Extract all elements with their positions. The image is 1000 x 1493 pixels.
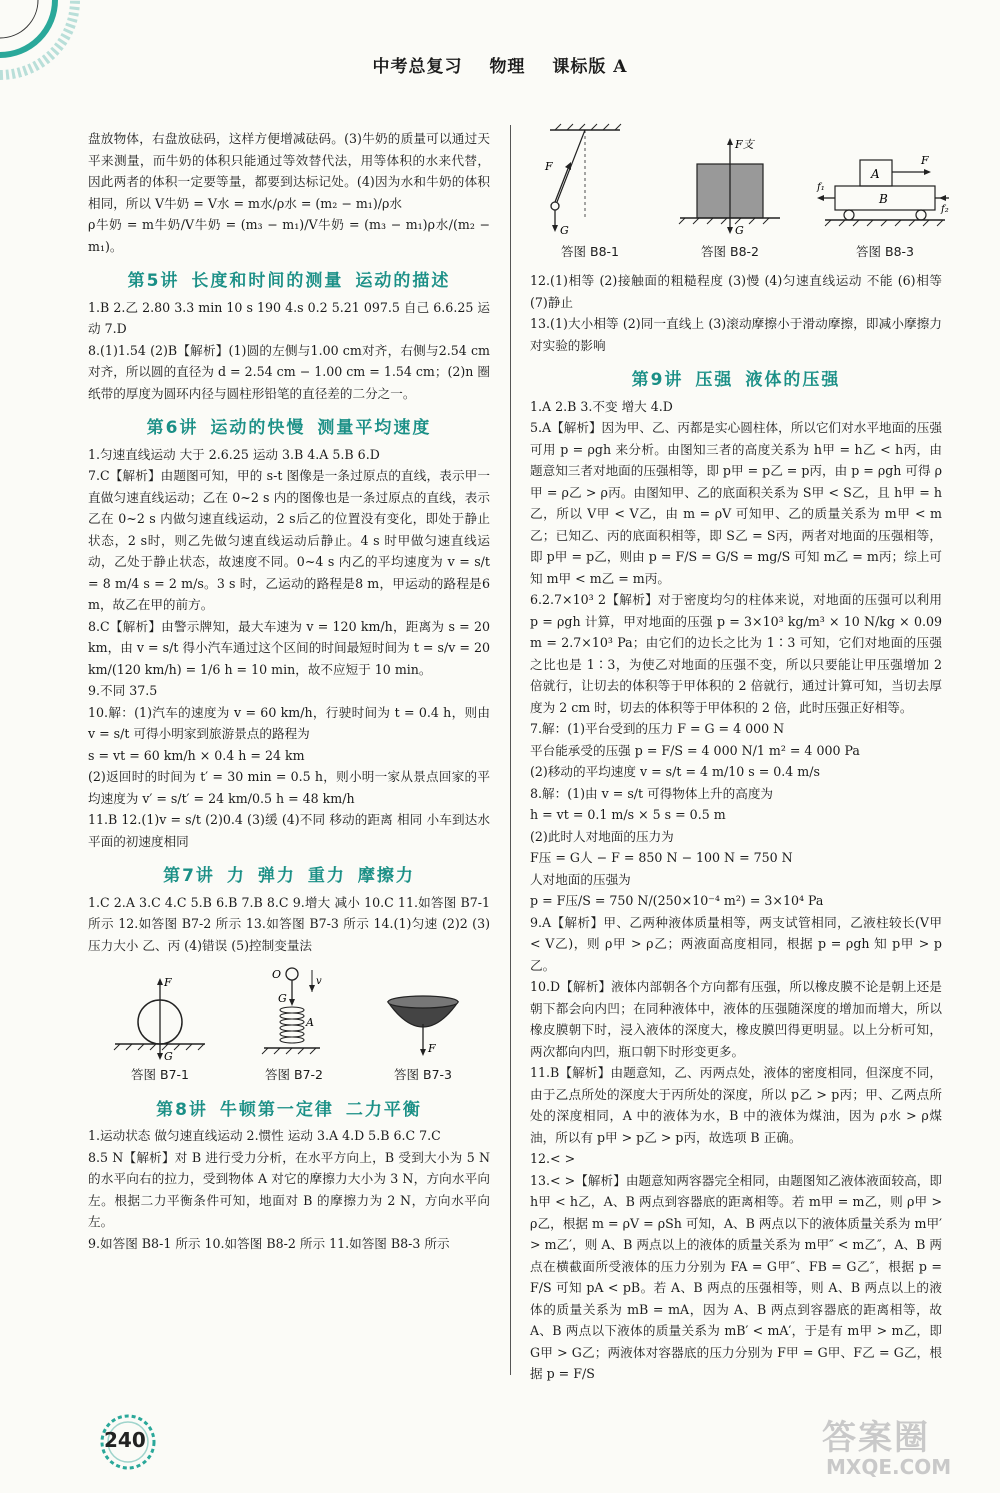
lesson8-answer: 1.运动状态 做匀速直线运动 2.惯性 运动 3.A 4.D 5.B 6.C 7.C bbox=[88, 1128, 441, 1143]
header-series: 中考总复习 bbox=[372, 57, 463, 77]
lesson6-answer: 8.C【解析】由警示牌知，最大车速为 v = 120 km/h，距离为 s = 20 km，由 v = s/t 得小汽车通过这个区间的时间最短时间为 t = s/v = 20 km/(120 km/h) = 1/6 h = 10 min，故不应短于 10 min。 bbox=[88, 618, 490, 677]
page-header bbox=[0, 52, 1000, 77]
svg-text:G: G bbox=[278, 992, 287, 1005]
lesson9-title: 第9讲 压强 液体的压强 bbox=[631, 370, 841, 390]
lesson9-answer: 11.B【解析】由题意知，乙、丙两点处，液体的密度相同，但深度不同，由于乙点所处的深度大于丙所处的深度，所以 p乙 > p丙；甲、乙两点所处的深度相同，A 中的液体为水，B 中的液体为煤油，因为 ρ水 > ρ煤油，所以有 p甲 > p乙 > p丙，故选项 B 正确。 bbox=[530, 1065, 942, 1145]
corner-ornament bbox=[0, 0, 110, 100]
svg-text:A: A bbox=[871, 167, 880, 181]
lesson9-answer: p = F压/S = 750 N/(250×10⁻⁴ m²) = 3×10⁴ Pa bbox=[530, 893, 824, 908]
figure-caption: 答图 B8-3 bbox=[856, 244, 914, 259]
lesson7-title: 第7讲 力 弹力 重力 摩擦力 bbox=[163, 866, 415, 886]
lesson8-answer: 9.如答图 B8-1 所示 10.如答图 B8-2 所示 11.如答图 B8-3 所示 bbox=[88, 1235, 450, 1251]
lesson7-answer: 1.C 2.A 3.C 4.C 5.B 6.B 7.B 8.C 9.增大 减小 10.C 11.如答图 B7-1 所示 12.如答图 B7-2 所示 13.如答图 B7-3 所示 14.(1)匀速 (2)2 (3)压力大小 乙、丙 (4)错误 (5)控制变量法 bbox=[88, 894, 490, 953]
lesson7-figures bbox=[88, 962, 490, 1086]
lesson9-answer: 13.< >【解析】由题意知两容器完全相同，由题图知乙液体液面较高，即 h甲 < h乙，A、B 两点到容器底的距离相等。若 m甲 = m乙，则 ρ甲 > ρ乙，根据 m = ρV = ρSh 可知，A、B 两点以下的液体质量关系为 m甲′ > m乙′，则 A、B 两点以上的液体的质量关系为 m甲″ < m乙″，A、B 两点在横截面所受液体的压力分别为 FA = G甲″、FB = G乙″，根据 p = F/S 可知 pA < pB。若 A、B 两点的压强相等，则 A、B 两点以上的液体的质量关系为 mB = mA，因为 A、B 两点到容器底的距离相等，故 A、B 两点以下液体的质量关系为 mB′ < mA′，于是有 m甲 > m乙，即 G甲 > G乙；两液体对容器底的压力分别为 F甲 = G甲、F乙 = G乙，根据 p = F/S bbox=[530, 1172, 942, 1381]
lesson9-answer: (2)移动的平均速度 v = s/t = 4 m/10 s = 0.4 m/s bbox=[530, 764, 820, 779]
figure-caption: 答图 B8-1 bbox=[561, 244, 619, 259]
ball-on-ground-diagram bbox=[110, 972, 210, 1062]
svg-text:f₁: f₁ bbox=[817, 182, 825, 193]
lesson9-answer: 人对地面的压强为 bbox=[530, 871, 631, 887]
lesson9-answer: 8.解：(1)由 v = s/t 可得物体上升的高度为 bbox=[530, 785, 774, 801]
lesson5-title: 第5讲 长度和时间的测量 运动的描述 bbox=[127, 271, 451, 291]
lesson6-answer: 7.C【解析】由题图可知，甲的 s-t 图像是一条过原点的直线，表示甲一直做匀速直线运动；乙在 0~2 s 内的图像也是一条过原点的直线，表示乙在 0~2 s 内做匀速直线运动，2 s后乙的位置没有变化，即处于静止状态，2 s时，则乙先做匀速直线运动后静止。4 s 时甲做匀速直线运动，乙处于静止状态，故速度不同。0~4 s 内乙的平均速度为 v = s/t = 8 m/4 s = 2 m/s。3 s 时，乙运动的路程是8 m，甲运动的路程是6 m，故乙在甲的前方。 bbox=[88, 468, 490, 612]
lesson9-answer: 5.A【解析】因为甲、乙、丙都是实心圆柱体，所以它们对水平地面的压强可用 p = ρgh 来分析。由图知三者的高度关系为 h甲 = h乙 < h丙，由题意知三者对地面的压强相等，即 p甲 = p乙 = p丙，由 p = ρgh 可得 ρ甲 = ρ乙 > ρ丙。由图知甲、乙的底面积关系为 S甲 < S乙，且 h甲 = h乙，所以 V甲 < V乙，由 m = ρV 可知甲、乙的质量关系为 m甲 < m乙；已知乙、丙的底面积相等，即 S乙 = S丙，两者对地面的压强相等，即 p甲 = p乙，则由 p = F/S = G/S = mg/S 可知 m乙 = m丙；综上可知 m甲 < m乙 = m丙。 bbox=[530, 420, 942, 586]
lesson6-answer: 10.解：(1)汽车的速度为 v = 60 km/h，行驶时间为 t = 0.4 h，则由 v = s/t 可得小明家到旅游景点的路程为 bbox=[88, 704, 490, 741]
figure-b8-3 bbox=[815, 120, 955, 260]
lesson8-answer: 13.(1)大小相等 (2)同一直线上 (3)滚动摩擦小于滑动摩擦，即减小摩擦力对实验的影响 bbox=[530, 316, 942, 353]
svg-text:G: G bbox=[735, 224, 744, 237]
svg-text:v: v bbox=[316, 976, 322, 987]
intro-formula: ρ牛奶 = m牛奶/V牛奶 = (m₃ − m₁)/V牛奶 = (m₃ − m₁)ρ水/(m₂ − m₁)。 bbox=[88, 217, 490, 254]
lesson9-answer: 7.解：(1)平台受到的压力 F = G = 4 000 N bbox=[530, 721, 785, 736]
figure-caption: 答图 B7-1 bbox=[131, 1067, 189, 1082]
svg-text:f₂: f₂ bbox=[941, 204, 949, 215]
watermark-url: MXQE.COM bbox=[826, 1455, 952, 1479]
figure-caption: 答图 B7-2 bbox=[265, 1067, 323, 1082]
lesson6-answer: 11.B 12.(1)v = s/t (2)0.4 (3)缓 (4)不同 移动的距离 相同 小车到达水平面的初速度相同 bbox=[88, 812, 490, 849]
svg-text:F: F bbox=[545, 160, 553, 173]
lesson9-answer: (2)此时人对地面的压力为 bbox=[530, 828, 674, 844]
intro-paragraph: 盘放物体，右盘放砝码，这样方便增减砝码。(3)牛奶的质量可以通过天平来测量，而牛奶的体积只能通过等效替代法，用等体积的水来代替，因此两者的体积一定要等量，都要到达标记处。(4)因为水和牛奶的体积相同，所以 V牛奶 = V水 = m水/ρ水 = (m₂ − m₁)/ρ水 bbox=[88, 131, 490, 211]
lesson8-answer: 8.5 N【解析】对 B 进行受力分析，在水平方向上，B 受到大小为 5 N 的水平向右的拉力，受到物体 A 对它的摩擦力大小为 3 N，方向水平向左。根据二力平衡条件可知，地面对 B 的摩擦力为 2 N，方向水平向左。 bbox=[88, 1149, 490, 1229]
lesson6-title: 第6讲 运动的快慢 测量平均速度 bbox=[146, 418, 432, 438]
svg-text:F: F bbox=[921, 154, 929, 167]
figure-b8-2 bbox=[675, 120, 785, 260]
left-column bbox=[88, 128, 490, 1254]
figure-b8-1 bbox=[535, 120, 645, 260]
spring-ball-diagram bbox=[254, 962, 334, 1062]
lesson6-answer: (2)返回时的时间为 t′ = 30 min = 0.5 h，则小明一家从景点回家的平均速度为 v′ = s/t′ = 24 km/0.5 h = 48 km/h bbox=[88, 769, 490, 806]
right-column bbox=[530, 270, 942, 1385]
svg-text:O: O bbox=[272, 968, 282, 981]
watermark-logo: 答案圈 bbox=[822, 1418, 930, 1458]
figure-b7-2 bbox=[254, 962, 334, 1086]
column-divider bbox=[510, 125, 511, 1375]
lesson9-answer: 平台能承受的压强 p = F/S = 4 000 N/1 m² = 4 000 Pa bbox=[530, 742, 860, 758]
lesson6-answer: 9.不同 37.5 bbox=[88, 683, 158, 698]
block-on-ground-diagram bbox=[675, 120, 785, 240]
lesson5-answer: 1.B 2.乙 2.80 3.3 min 10 s 190 4.s 0.2 5.21 097.5 自己 6.6.25 运动 7.D bbox=[88, 299, 490, 336]
cart-diagram bbox=[815, 120, 955, 240]
figure-caption: 答图 B8-2 bbox=[701, 244, 759, 259]
page-number: 240 bbox=[104, 1428, 146, 1452]
svg-text:G: G bbox=[164, 1050, 173, 1062]
lesson9-answer: h = vt = 0.1 m/s × 5 s = 0.5 m bbox=[530, 807, 726, 822]
figure-b7-1 bbox=[110, 972, 210, 1086]
lesson9-answer: 9.A【解析】甲、乙两种液体质量相等，两支试管相同，乙液柱较长(V甲 < V乙)，则 ρ甲 > ρ乙；两液面高度相同，根据 p = ρgh 知 p甲 > p乙。 bbox=[530, 914, 942, 973]
svg-text:F: F bbox=[164, 976, 172, 989]
pendulum-diagram bbox=[535, 120, 645, 240]
figure-caption: 答图 B7-3 bbox=[394, 1067, 452, 1082]
svg-text:F: F bbox=[428, 1042, 436, 1055]
lesson6-answer: s = vt = 60 km/h × 0.4 h = 24 km bbox=[88, 747, 305, 763]
lesson6-answer: 1.匀速直线运动 大于 2.6.25 运动 3.B 4.A 5.B 6.D bbox=[88, 446, 380, 462]
bowl-diagram bbox=[378, 982, 468, 1062]
svg-text:B: B bbox=[879, 192, 888, 206]
lesson8-title: 第8讲 牛顿第一定律 二力平衡 bbox=[156, 1099, 422, 1120]
figure-b7-3 bbox=[378, 982, 468, 1086]
lesson8-answer: 12.(1)相等 (2)接触面的粗糙程度 (3)慢 (4)匀速直线运动 不能 (6)相等 (7)静止 bbox=[530, 273, 942, 310]
lesson5-answer: 8.(1)1.54 (2)B【解析】(1)圆的左侧与1.00 cm对齐，右侧与2.54 cm对齐，所以圆的直径为 d = 2.54 cm − 1.00 cm = 1.54 cm；(2)n 圈纸带的厚度为圆环内径与圆柱形铅笔的直径差的二分之一。 bbox=[88, 342, 490, 401]
lesson8-figures bbox=[535, 120, 955, 260]
svg-text:F支: F支 bbox=[735, 138, 754, 151]
lesson9-answer: F压 = G人 − F = 850 N − 100 N = 750 N bbox=[530, 850, 793, 865]
lesson9-answer: 1.A 2.B 3.不变 增大 4.D bbox=[530, 398, 673, 414]
header-subject: 物理 bbox=[489, 57, 526, 77]
lesson9-answer: 6.2.7×10³ 2【解析】对于密度均匀的柱体来说，对地面的压强可以利用 p = ρgh 计算，甲对地面的压强 p = 3×10³ kg/m³ × 10 N/kg × 0.09 m = 2.7×10³ Pa；由它们的边长之比为 1∶3 可知，它们对地面的压强之比也是 1∶3，为使乙对地面的压强不变，所以只要能让甲压强增加 2 倍就行，让切去的体积等于甲体积的 2 倍就行，通过计算可知，当切去厚度为 2 cm 时，切去的体积等于甲体积的 2 倍，此时压强正好相等。 bbox=[530, 592, 942, 715]
lesson9-answer: 12.< > bbox=[530, 1151, 576, 1166]
header-edition: 课标版 A bbox=[552, 57, 628, 77]
lesson9-answer: 10.D【解析】液体内部朝各个方向都有压强，所以橡皮膜不论是朝上还是朝下都会向内凹；在同种液体中，液体的压强随深度的增加而增大，所以橡皮膜朝下时，浸入液体的深度大，橡皮膜凹得更明显。以上分析可知，两次都向内凹，瓶口朝下时形变更多。 bbox=[530, 979, 942, 1059]
svg-text:A: A bbox=[306, 1016, 314, 1029]
svg-text:G: G bbox=[560, 224, 569, 237]
